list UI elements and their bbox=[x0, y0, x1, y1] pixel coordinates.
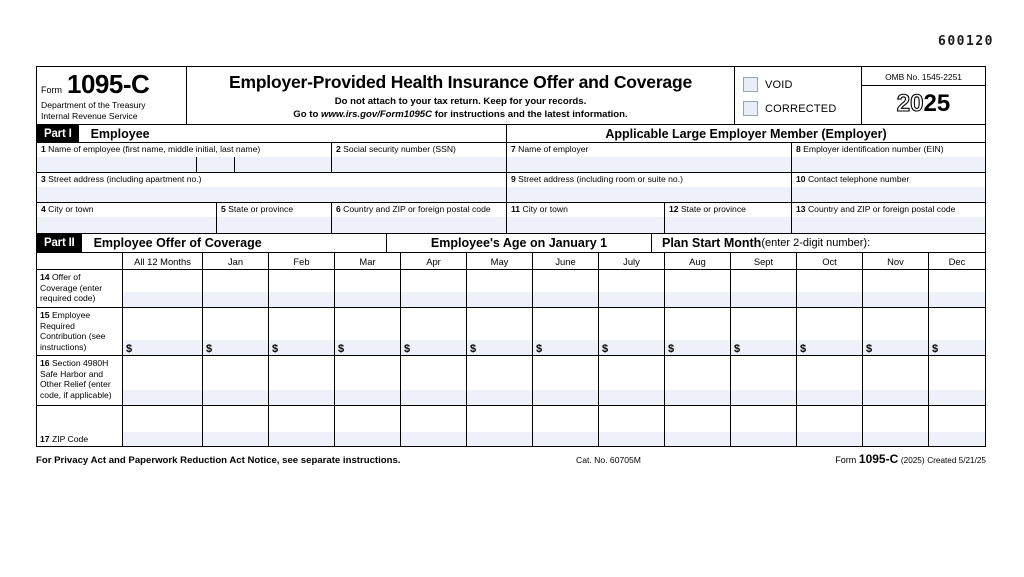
field-employee-country-zip-text: Country and ZIP or foreign postal code bbox=[343, 204, 491, 215]
cell-15-nov[interactable] bbox=[863, 308, 929, 355]
cell-17-nov[interactable] bbox=[863, 406, 929, 446]
table-row-15 bbox=[37, 308, 985, 356]
field-employee-state-label bbox=[217, 203, 331, 214]
field-employee-name-label bbox=[37, 143, 331, 154]
cell-16-july[interactable] bbox=[599, 356, 665, 405]
field-employer-state-text: State or province bbox=[680, 204, 746, 215]
employer-field-column bbox=[507, 143, 985, 233]
cell-shade bbox=[123, 340, 202, 355]
cell-shade bbox=[731, 390, 796, 405]
field-employer-ein-text: Employer identification number (EIN) bbox=[803, 144, 944, 155]
cell-shade bbox=[863, 292, 928, 307]
cell-15-june[interactable] bbox=[533, 308, 599, 355]
part-1-bar bbox=[37, 125, 985, 143]
cell-14-nov[interactable] bbox=[863, 270, 929, 307]
cell-14-feb[interactable] bbox=[269, 270, 335, 307]
dollar-sign-icon: $ bbox=[734, 343, 741, 356]
field-employer-city-input[interactable] bbox=[507, 217, 664, 234]
field-employer-city-number: 11 bbox=[511, 204, 521, 215]
form-number-line bbox=[41, 71, 182, 97]
col-header-nov: Nov bbox=[863, 253, 929, 269]
field-employer-name-text: Name of employer bbox=[518, 144, 589, 155]
form-title: Employer-Provided Health Insurance Offer and Coverage bbox=[228, 71, 692, 92]
dollar-sign-icon: $ bbox=[470, 343, 477, 356]
plan-start-month-block[interactable] bbox=[652, 234, 985, 252]
cell-15-mar[interactable] bbox=[335, 308, 401, 355]
row-15-text: Employee Required Contribution (see instructions) bbox=[40, 310, 106, 352]
field-employer-name-label bbox=[507, 143, 791, 154]
field-employee-country-zip-label bbox=[332, 203, 506, 214]
ocr-scanline-number: 600120 bbox=[938, 34, 994, 49]
cell-15-feb[interactable] bbox=[269, 308, 335, 355]
field-employee-street[interactable] bbox=[37, 173, 506, 202]
cell-17-apr[interactable] bbox=[401, 406, 467, 446]
cell-shade bbox=[665, 390, 730, 405]
part-2-header-spacer bbox=[37, 253, 123, 269]
row-17-label bbox=[37, 406, 123, 446]
cell-17-all12[interactable] bbox=[123, 406, 203, 446]
col-header-sept: Sept bbox=[731, 253, 797, 269]
col-header-july: July bbox=[599, 253, 665, 269]
cell-16-dec[interactable] bbox=[929, 356, 985, 405]
dollar-sign-icon: $ bbox=[866, 343, 873, 356]
cell-14-oct[interactable] bbox=[797, 270, 863, 307]
form-body bbox=[36, 66, 986, 447]
field-employee-name-text: Name of employee (first name, middle initial, last name) bbox=[48, 144, 261, 155]
field-employee-name-input[interactable] bbox=[37, 157, 331, 173]
field-employer-state[interactable] bbox=[665, 203, 792, 233]
cell-14-aug[interactable] bbox=[665, 270, 731, 307]
footer-form-identity bbox=[786, 452, 986, 466]
employer-row-2 bbox=[507, 173, 985, 203]
cell-shade bbox=[731, 292, 796, 307]
employee-field-column bbox=[37, 143, 507, 233]
part-1-fields bbox=[37, 143, 985, 234]
cell-shade bbox=[203, 432, 268, 446]
cell-shade bbox=[863, 432, 928, 446]
field-employer-state-input[interactable] bbox=[665, 217, 791, 234]
agency-line-2: Internal Revenue Service bbox=[41, 110, 138, 121]
row-14-text: Offer of Coverage (enter required code) bbox=[40, 272, 103, 304]
cell-17-june[interactable] bbox=[533, 406, 599, 446]
cell-14-july[interactable] bbox=[599, 270, 665, 307]
field-employee-city-number: 4 bbox=[41, 204, 46, 215]
dollar-sign-icon: $ bbox=[800, 343, 807, 356]
field-employer-phone-input[interactable] bbox=[792, 187, 985, 203]
cell-shade bbox=[335, 340, 400, 355]
agency-line-1: Department of the Treasury bbox=[41, 100, 146, 110]
row-14-number: 14 bbox=[40, 272, 50, 283]
goto-suffix: for instructions and the latest information. bbox=[432, 108, 628, 120]
goto-prefix: Go to bbox=[293, 108, 321, 120]
plan-start-month-label: Plan Start Month bbox=[662, 236, 762, 251]
plan-start-month-hint: (enter 2-digit number): bbox=[761, 237, 871, 250]
part-2-age-title: Employee's Age on January 1 bbox=[387, 234, 652, 252]
cell-shade bbox=[533, 292, 598, 307]
status-checkbox-group bbox=[735, 67, 861, 124]
footer-created-date: Created 5/21/25 bbox=[927, 456, 986, 465]
field-employer-street-text: Street address (including room or suite no.) bbox=[518, 174, 683, 185]
field-employee-country-zip[interactable] bbox=[332, 203, 506, 233]
cell-15-aug[interactable] bbox=[665, 308, 731, 355]
col-header-aug: Aug bbox=[665, 253, 731, 269]
cell-shade bbox=[599, 390, 664, 405]
cell-shade bbox=[797, 340, 862, 355]
cell-shade bbox=[335, 390, 400, 405]
middle-initial-segment[interactable] bbox=[197, 157, 235, 173]
cell-shade bbox=[269, 432, 334, 446]
dollar-sign-icon: $ bbox=[126, 343, 133, 356]
part-1-title: Employee bbox=[90, 126, 150, 141]
cell-16-jan[interactable] bbox=[203, 356, 269, 405]
field-employer-city-text: City or town bbox=[522, 204, 568, 215]
footer-form-number: 1095-C bbox=[858, 452, 899, 466]
cell-shade bbox=[797, 432, 862, 446]
dollar-sign-icon: $ bbox=[338, 343, 345, 356]
part-1-left bbox=[37, 125, 507, 142]
table-row-14 bbox=[37, 270, 985, 308]
cell-shade bbox=[599, 432, 664, 446]
field-employer-country-zip-text: Country and ZIP or foreign postal code bbox=[807, 204, 956, 215]
tax-year-century: 20 bbox=[896, 90, 924, 118]
col-header-oct: Oct bbox=[797, 253, 863, 269]
tax-year bbox=[862, 86, 985, 124]
dollar-sign-icon: $ bbox=[536, 343, 543, 356]
field-employer-phone-number: 10 bbox=[796, 174, 806, 185]
irs-url: www.irs.gov/Form1095C bbox=[321, 108, 433, 120]
col-header-dec: Dec bbox=[929, 253, 985, 269]
cell-14-all12[interactable] bbox=[123, 270, 203, 307]
cell-17-may[interactable] bbox=[467, 406, 533, 446]
cell-shade bbox=[533, 340, 598, 355]
table-row-16 bbox=[37, 356, 985, 406]
field-employee-city-label bbox=[37, 203, 216, 214]
col-header-all-12-months: All 12 Months bbox=[123, 253, 203, 269]
cell-16-aug[interactable] bbox=[665, 356, 731, 405]
dollar-sign-icon: $ bbox=[272, 343, 279, 356]
catalog-number: Cat. No. 60705M bbox=[576, 455, 641, 465]
cell-shade bbox=[665, 340, 730, 355]
dollar-sign-icon: $ bbox=[668, 343, 675, 356]
cell-shade bbox=[203, 340, 268, 355]
cell-shade bbox=[203, 390, 268, 405]
field-employee-ssn-number: 2 bbox=[336, 144, 341, 155]
form-word-label: Form bbox=[41, 85, 62, 95]
field-employer-country-zip-input[interactable] bbox=[792, 217, 985, 234]
cell-15-apr[interactable] bbox=[401, 308, 467, 355]
cell-shade bbox=[401, 390, 466, 405]
field-employee-ssn-text: Social security number (SSN) bbox=[343, 144, 456, 155]
field-employee-street-text: Street address (including apartment no.) bbox=[48, 174, 202, 185]
col-header-june: June bbox=[533, 253, 599, 269]
form-identity-block bbox=[37, 67, 187, 124]
cell-14-sept[interactable] bbox=[731, 270, 797, 307]
field-employer-city[interactable] bbox=[507, 203, 665, 233]
cell-shade bbox=[929, 292, 985, 307]
cell-15-sept[interactable] bbox=[731, 308, 797, 355]
field-employer-phone-label bbox=[792, 173, 985, 184]
void-label: VOID bbox=[765, 78, 793, 91]
field-employer-street-input[interactable] bbox=[507, 187, 791, 203]
cell-15-may[interactable] bbox=[467, 308, 533, 355]
field-employee-state-input[interactable] bbox=[217, 217, 331, 234]
cell-17-sept[interactable] bbox=[731, 406, 797, 446]
field-employee-city[interactable] bbox=[37, 203, 217, 233]
cell-16-june[interactable] bbox=[533, 356, 599, 405]
field-employee-city-input[interactable] bbox=[37, 217, 216, 234]
col-header-feb: Feb bbox=[269, 253, 335, 269]
field-employee-street-label bbox=[37, 173, 506, 184]
cell-16-oct[interactable] bbox=[797, 356, 863, 405]
cell-shade bbox=[533, 432, 598, 446]
employee-row-3 bbox=[37, 203, 506, 233]
cell-shade bbox=[797, 292, 862, 307]
row-16-label bbox=[37, 356, 123, 405]
part-2-badge: Part II bbox=[37, 234, 82, 252]
cell-15-july[interactable] bbox=[599, 308, 665, 355]
field-employer-phone-text: Contact telephone number bbox=[807, 174, 910, 185]
tax-year-decade: 25 bbox=[923, 90, 951, 118]
cell-16-nov[interactable] bbox=[863, 356, 929, 405]
cell-shade bbox=[335, 432, 400, 446]
cell-shade bbox=[467, 292, 532, 307]
employee-row-2 bbox=[37, 173, 506, 203]
col-header-apr: Apr bbox=[401, 253, 467, 269]
field-employee-ssn-input[interactable] bbox=[332, 157, 506, 173]
row-14-label bbox=[37, 270, 123, 307]
dollar-sign-icon: $ bbox=[206, 343, 213, 356]
field-employee-country-zip-input[interactable] bbox=[332, 217, 506, 234]
field-employee-state[interactable] bbox=[217, 203, 332, 233]
row-17-text: ZIP Code bbox=[51, 433, 89, 444]
part-1-badge: Part I bbox=[37, 125, 79, 142]
field-employer-country-zip-label bbox=[792, 203, 985, 214]
field-employee-state-number: 5 bbox=[221, 204, 226, 215]
cell-shade bbox=[467, 340, 532, 355]
omb-number: OMB No. 1545-2251 bbox=[862, 67, 985, 86]
footer-form-word: Form bbox=[835, 455, 857, 465]
cell-17-dec[interactable] bbox=[929, 406, 985, 446]
cell-15-dec[interactable] bbox=[929, 308, 985, 355]
corrected-label: CORRECTED bbox=[765, 102, 837, 115]
void-checkbox[interactable] bbox=[743, 77, 758, 92]
form-instruction-1: Do not attach to your tax return. Keep for your records. bbox=[334, 95, 587, 107]
field-employer-state-number: 12 bbox=[669, 204, 679, 215]
employer-row-1 bbox=[507, 143, 985, 173]
cell-shade bbox=[731, 340, 796, 355]
cell-shade bbox=[401, 432, 466, 446]
cell-17-feb[interactable] bbox=[269, 406, 335, 446]
field-employee-name-number: 1 bbox=[41, 144, 46, 155]
cell-16-all12[interactable] bbox=[123, 356, 203, 405]
cell-shade bbox=[863, 390, 928, 405]
cell-15-all12[interactable] bbox=[123, 308, 203, 355]
field-employer-street-label bbox=[507, 173, 791, 184]
field-employee-city-text: City or town bbox=[48, 204, 94, 215]
cell-16-sept[interactable] bbox=[731, 356, 797, 405]
form-header bbox=[37, 67, 985, 125]
field-employer-city-label bbox=[507, 203, 664, 214]
cell-15-oct[interactable] bbox=[797, 308, 863, 355]
form-instruction-2 bbox=[193, 109, 728, 120]
cell-shade bbox=[467, 390, 532, 405]
col-header-jan: Jan bbox=[203, 253, 269, 269]
col-header-mar: Mar bbox=[335, 253, 401, 269]
dollar-sign-icon: $ bbox=[404, 343, 411, 356]
field-employer-country-zip[interactable] bbox=[792, 203, 985, 233]
field-employer-ein-input[interactable] bbox=[792, 157, 985, 173]
omb-block bbox=[861, 67, 985, 124]
cell-shade bbox=[203, 292, 268, 307]
form-title-block bbox=[187, 67, 735, 124]
cell-shade bbox=[123, 292, 202, 307]
field-employer-name-number: 7 bbox=[511, 144, 516, 155]
dollar-sign-icon: $ bbox=[602, 343, 609, 356]
part-1-employer-title: Applicable Large Employer Member (Employer) bbox=[605, 126, 887, 141]
cell-14-may[interactable] bbox=[467, 270, 533, 307]
field-employer-street-number: 9 bbox=[511, 174, 516, 185]
cell-14-mar[interactable] bbox=[335, 270, 401, 307]
field-employee-country-zip-number: 6 bbox=[336, 204, 341, 215]
cell-shade bbox=[269, 340, 334, 355]
row-15-label bbox=[37, 308, 123, 355]
field-employer-street[interactable] bbox=[507, 173, 792, 202]
row-15-number: 15 bbox=[40, 310, 50, 321]
cell-14-jan[interactable] bbox=[203, 270, 269, 307]
cell-shade bbox=[665, 292, 730, 307]
cell-shade bbox=[533, 390, 598, 405]
cell-14-june[interactable] bbox=[533, 270, 599, 307]
first-name-segment[interactable] bbox=[37, 157, 197, 173]
table-row-17 bbox=[37, 406, 985, 446]
field-employer-country-zip-number: 13 bbox=[796, 204, 806, 215]
row-16-text: Section 4980H Safe Harbor and Other Relief (enter code, if applicable) bbox=[40, 358, 112, 400]
field-employee-ssn-label bbox=[332, 143, 506, 154]
cell-shade bbox=[401, 292, 466, 307]
issuing-agency bbox=[41, 100, 182, 121]
corrected-checkbox[interactable] bbox=[743, 101, 758, 116]
cell-17-oct[interactable] bbox=[797, 406, 863, 446]
field-employer-name-input[interactable] bbox=[507, 157, 791, 173]
cell-17-mar[interactable] bbox=[335, 406, 401, 446]
form-footer bbox=[36, 452, 986, 466]
col-header-may: May bbox=[467, 253, 533, 269]
cell-shade bbox=[123, 390, 202, 405]
cell-shade bbox=[863, 340, 928, 355]
cell-shade bbox=[467, 432, 532, 446]
cell-shade bbox=[401, 340, 466, 355]
employee-row-1 bbox=[37, 143, 506, 173]
cell-14-apr[interactable] bbox=[401, 270, 467, 307]
cell-shade bbox=[269, 292, 334, 307]
part-2-column-header bbox=[37, 253, 985, 270]
footer-form-year: (2025) bbox=[900, 456, 925, 465]
cell-15-jan[interactable] bbox=[203, 308, 269, 355]
cell-shade bbox=[929, 432, 985, 446]
form-number: 1095-C bbox=[67, 69, 150, 99]
cell-shade bbox=[599, 340, 664, 355]
field-employee-state-text: State or province bbox=[228, 204, 294, 215]
cell-shade bbox=[335, 292, 400, 307]
cell-shade bbox=[123, 432, 202, 446]
cell-17-july[interactable] bbox=[599, 406, 665, 446]
cell-17-jan[interactable] bbox=[203, 406, 269, 446]
part-2-title: Employee Offer of Coverage bbox=[93, 236, 262, 251]
cell-shade bbox=[665, 432, 730, 446]
void-checkbox-row[interactable] bbox=[743, 77, 861, 92]
cell-16-apr[interactable] bbox=[401, 356, 467, 405]
field-employer-ein[interactable] bbox=[792, 143, 985, 172]
corrected-checkbox-row[interactable] bbox=[743, 101, 861, 116]
field-employee-ssn[interactable] bbox=[332, 143, 506, 172]
cell-16-may[interactable] bbox=[467, 356, 533, 405]
field-employee-street-input[interactable] bbox=[37, 187, 506, 203]
row-16-number: 16 bbox=[40, 358, 50, 369]
cell-17-aug[interactable] bbox=[665, 406, 731, 446]
cell-shade bbox=[797, 390, 862, 405]
field-employee-street-number: 3 bbox=[41, 174, 46, 185]
field-employee-name[interactable] bbox=[37, 143, 332, 172]
field-employer-name[interactable] bbox=[507, 143, 792, 172]
privacy-act-notice: For Privacy Act and Paperwork Reduction Act Notice, see separate instructions. bbox=[36, 455, 401, 466]
part-2-bar bbox=[37, 234, 985, 253]
dollar-sign-icon: $ bbox=[932, 343, 939, 356]
cell-shade bbox=[731, 432, 796, 446]
part-2-left bbox=[37, 234, 387, 252]
cell-14-dec[interactable] bbox=[929, 270, 985, 307]
last-name-segment[interactable] bbox=[235, 157, 331, 173]
employer-row-3 bbox=[507, 203, 985, 233]
row-17-number: 17 bbox=[40, 433, 50, 444]
cell-shade bbox=[929, 390, 985, 405]
cell-shade bbox=[269, 390, 334, 405]
field-employer-state-label bbox=[665, 203, 791, 214]
field-employer-ein-label bbox=[792, 143, 985, 154]
field-employer-phone[interactable] bbox=[792, 173, 985, 202]
cell-16-feb[interactable] bbox=[269, 356, 335, 405]
cell-shade bbox=[599, 292, 664, 307]
field-employer-ein-number: 8 bbox=[796, 144, 801, 155]
cell-16-mar[interactable] bbox=[335, 356, 401, 405]
